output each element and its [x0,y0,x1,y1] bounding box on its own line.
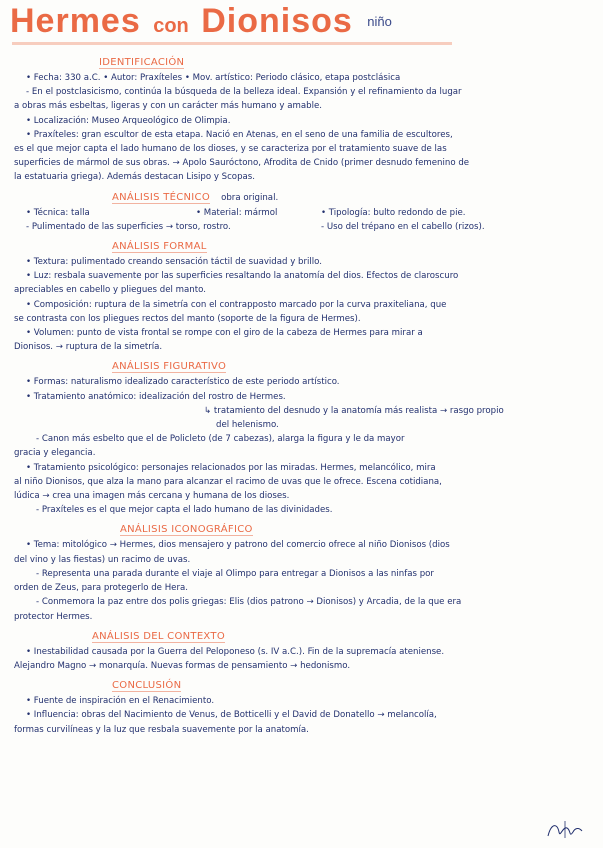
text-line: • Fecha: 330 a.C. • Autor: Praxíteles • Mov. artístico: Periodo clásico, etapa postclásica [26,73,401,83]
page-title [10,2,570,44]
text-line: • Textura: pulimentado creando sensación táctil de suavidad y brillo. [26,257,323,268]
text-line: formas curvilíneas y la luz que resbala suavemente por la anatomía. [14,724,309,735]
text-line: superficies de mármol de sus obras. → Apolo Sauróctono, Afrodita de Cnido (primer desnudo femenino de [14,158,470,169]
text-line: • Tratamiento psicológico: personajes relacionados por las miradas. Hermes, melancólico, mira [26,462,436,473]
heading-formal: ANÁLISIS FORMAL [112,241,207,253]
text-line: gracia y elegancia. [14,448,96,459]
title-nino: niño [367,14,392,29]
conclusion-block [14,694,589,737]
text-line: - Praxíteles es el que mejor capta el lado humano de las divinidades. [36,505,333,516]
text-line: • Fuente de inspiración en el Renacimiento. [26,696,215,707]
formal-block [14,255,589,354]
text-line: • Volumen: punto de vista frontal se rompe con el giro de la cabeza de Hermes para mirar a [26,328,423,339]
text-line: • Composición: ruptura de la simetría con el contrapposto marcado por la curva praxiteliana, que [26,299,447,310]
text-line: es el que mejor capta el lado humano de los dioses, y se caracteriza por el tratamiento suave de las [14,144,447,155]
heading-conclusion: CONCLUSIÓN [112,680,182,692]
text-line: • Localización: Museo Arqueológico de Olimpia. [26,115,231,126]
text-line: • Formas: naturalismo idealizado característico de este periodo artístico. [26,377,340,388]
text-line: • Tema: mitológico → Hermes, dios mensajero y patrono del comercio ofrece al niño Dionisos (dios [26,540,450,551]
text-line: apreciables en cabello y pliegues del manto. [14,285,206,296]
title-dionisos: Dionisos [201,2,353,40]
text-line: • Luz: resbala suavemente por las superficies resaltando la anatomía del dios. Efectos de claroscuro [26,271,459,282]
text-line: • Técnica: talla [26,207,90,218]
text-line: del helenismo. [216,420,279,431]
text-line: - Conmemora la paz entre dos polis griegas: Elis (dios patrono → Dionisos) y Arcadia, de la que era [36,597,462,608]
text-line: • Tipología: bulto redondo de pie. [321,207,466,218]
text-line: orden de Zeus, para protegerlo de Hera. [14,583,188,594]
text-line: - Uso del trépano en el cabello (rizos). [321,221,485,232]
contexto-block [14,645,589,673]
text-line: - Representa una parada durante el viaje al Olimpo para entregar a Dionisos a las ninfas por [36,568,434,579]
text-line: Alejandro Magno → monarquía. Nuevas formas de pensamiento → hedonismo. [14,660,351,671]
notes-page [14,50,589,737]
text-line: ↳ tratamiento del desnudo y la anatomía más realista → rasgo propio [204,405,504,416]
iconografico-block [14,538,589,623]
text-line: Dionisos. → ruptura de la simetría. [14,342,163,353]
tecnico-block [14,206,589,234]
figurativo-block [14,375,589,517]
text-line: • Influencia: obras del Nacimiento de Venus, de Botticelli y el David de Donatello → melancolía, [26,710,437,721]
text-line: • Inestabilidad causada por la Guerra del Peloponeso (s. IV a.C.). Fin de la supremacía ateniense. [26,646,445,657]
heading-tecnico: ANÁLISIS TÉCNICO [112,191,210,203]
heading-iconografico: ANÁLISIS ICONOGRÁFICO [120,524,253,536]
text-line: se contrasta con los pliegues rectos del manto (soporte de la figura de Hermes). [14,313,361,324]
identificacion-block [14,71,589,185]
text-line: • Material: mármol [196,207,278,218]
text-line: la estatuaria griega). Además destacan Lisipo y Scopas. [14,172,255,183]
heading-identificacion: IDENTIFICACIÓN [99,57,185,68]
text-line: del vino y las fiestas) un racimo de uvas. [14,554,191,565]
text-line: • Tratamiento anatómico: idealización del rostro de Hermes. [26,391,286,402]
text-line: • Praxíteles: gran escultor de esta etapa. Nació en Atenas, en el seno de una familia de escultores, [26,129,453,140]
text-line: - En el postclasicismo, continúa la búsqueda de la belleza ideal. Expansión y el refinamiento da lugar [26,87,462,98]
heading-figurativo: ANÁLISIS FIGURATIVO [112,361,227,373]
text-line: a obras más esbeltas, ligeras y con un carácter más humano y amable. [14,101,322,112]
text-line: - Pulimentado de las superficies → torso, rostro. [26,221,231,232]
title-con: con [153,15,189,37]
tecnico-suffix: obra original. [221,192,279,203]
title-underline [12,42,452,45]
title-hermes: Hermes [10,2,141,40]
text-line: protector Hermes. [14,611,93,622]
text-line: al niño Dionisos, que alza la mano para alcanzar el racimo de uvas que le ofrece. Escena cotidiana, [14,476,442,487]
text-line: lúdica → crea una imagen más cercana y humana de los dioses. [14,491,290,502]
signature-icon [545,818,585,842]
text-line: - Canon más esbelto que el de Policleto (de 7 cabezas), alarga la figura y le da mayor [36,434,405,445]
heading-contexto: ANÁLISIS DEL CONTEXTO [92,630,225,642]
